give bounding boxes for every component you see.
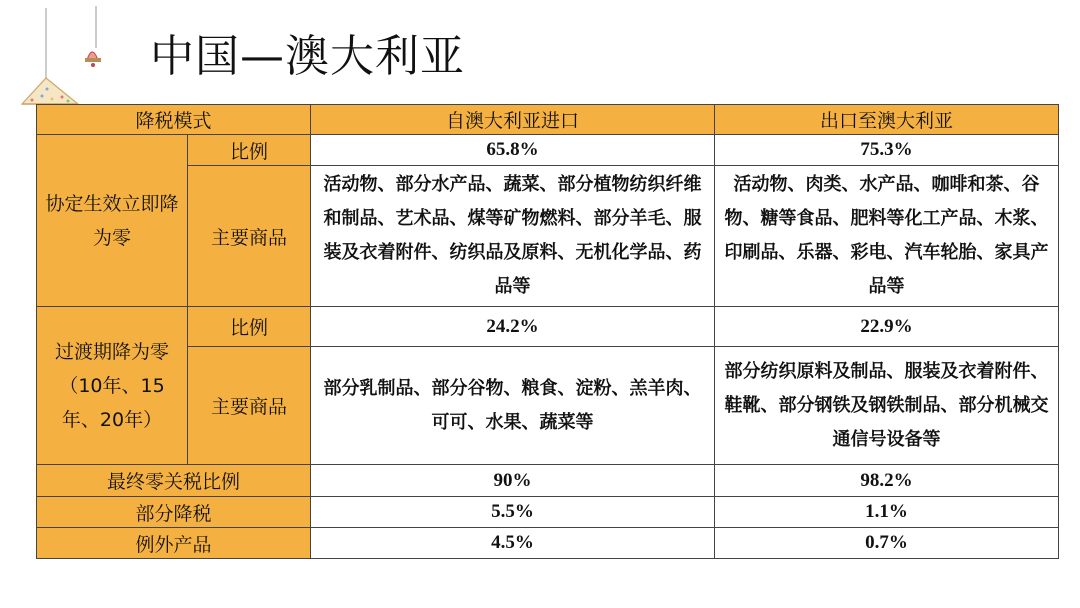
header-mode: 降税模式	[37, 105, 311, 135]
final-zero-tariff-import: 90%	[311, 465, 715, 497]
table-row	[37, 465, 1059, 497]
table-row	[37, 528, 1059, 559]
header-export: 出口至澳大利亚	[715, 105, 1059, 135]
immediate-goods-label: 主要商品	[188, 166, 311, 307]
transition-ratio-label: 比例	[188, 307, 311, 347]
partial-reduction-import: 5.5%	[311, 497, 715, 528]
hanging-bell-decoration-icon	[0, 0, 120, 110]
exception-products-import: 4.5%	[311, 528, 715, 559]
immediate-ratio-import: 65.8%	[311, 135, 715, 166]
transition-goods-export: 部分纺织原料及制品、服装及衣着附件、鞋靴、部分钢铁及钢铁制品、部分机械交通信号设备等	[715, 347, 1059, 465]
immediate-goods-export: 活动物、肉类、水产品、咖啡和茶、谷物、糖等食品、肥料等化工产品、木浆、印刷品、乐器、彩电、汽车轮胎、家具产品等	[715, 166, 1059, 307]
table-row	[37, 347, 1059, 465]
table-row	[37, 166, 1059, 307]
header-import: 自澳大利亚进口	[311, 105, 715, 135]
transition-mode-label: 过渡期降为零（10年、15年、20年）	[37, 307, 188, 465]
page-title: 中国—澳大利亚	[150, 31, 465, 82]
partial-reduction-label: 部分降税	[37, 497, 311, 528]
tariff-reduction-table	[36, 104, 1059, 559]
transition-goods-label: 主要商品	[188, 347, 311, 465]
immediate-goods-import: 活动物、部分水产品、蔬菜、部分植物纺织纤维和制品、艺术品、煤等矿物燃料、部分羊毛、服装及衣着附件、纺织品及原料、无机化学品、药品等	[311, 166, 715, 307]
final-zero-tariff-export: 98.2%	[715, 465, 1059, 497]
transition-goods-import: 部分乳制品、部分谷物、粮食、淀粉、羔羊肉、可可、水果、蔬菜等	[311, 347, 715, 465]
small-bell-icon	[85, 52, 101, 67]
final-zero-tariff-label: 最终零关税比例	[37, 465, 311, 497]
transition-ratio-export: 22.9%	[715, 307, 1059, 347]
table-header-row	[37, 105, 1059, 135]
transition-ratio-import: 24.2%	[311, 307, 715, 347]
table-row	[37, 135, 1059, 166]
immediate-ratio-export: 75.3%	[715, 135, 1059, 166]
table-row	[37, 497, 1059, 528]
partial-reduction-export: 1.1%	[715, 497, 1059, 528]
exception-products-label: 例外产品	[37, 528, 311, 559]
paper-lantern-icon	[22, 78, 78, 104]
immediate-mode-label: 协定生效立即降为零	[37, 135, 188, 307]
table-row	[37, 307, 1059, 347]
immediate-ratio-label: 比例	[188, 135, 311, 166]
exception-products-export: 0.7%	[715, 528, 1059, 559]
